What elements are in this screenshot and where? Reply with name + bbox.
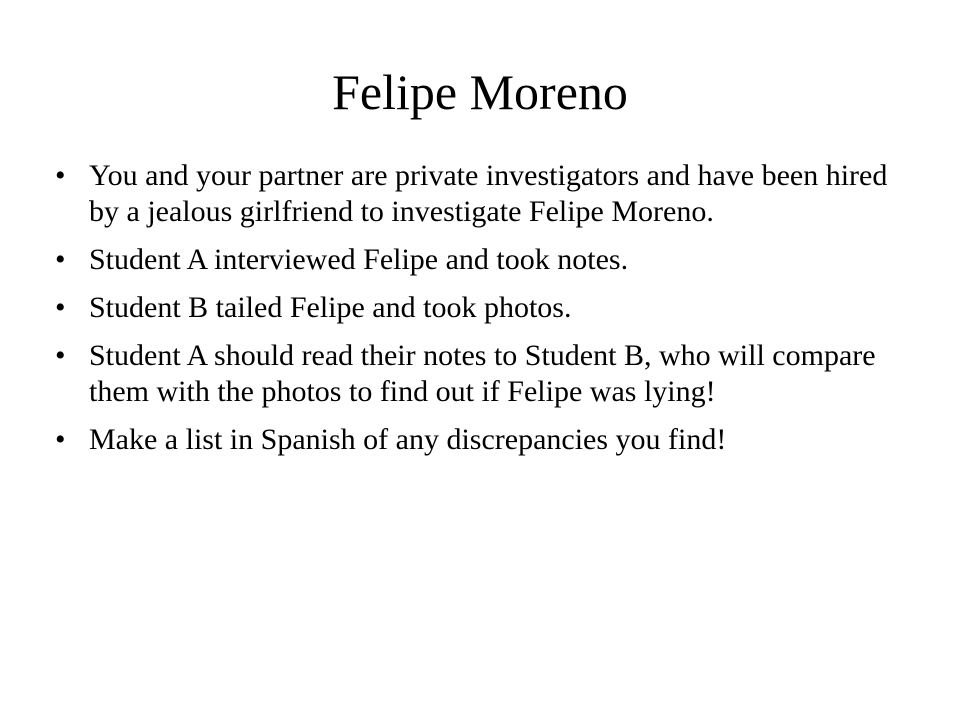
bullet-text: Student A should read their notes to Student B, who will compare them with the photos to find out if Felipe was lying! <box>89 339 876 408</box>
bullet-icon: • <box>55 243 66 276</box>
bullet-list <box>55 158 915 470</box>
bullet-text: Student A interviewed Felipe and took notes. <box>89 243 629 276</box>
bullet-text: Make a list in Spanish of any discrepancies you find! <box>89 423 727 456</box>
bullet-item <box>55 338 915 410</box>
bullet-icon: • <box>55 339 66 372</box>
bullet-item <box>55 242 915 278</box>
bullet-icon: • <box>55 423 66 456</box>
bullet-icon: • <box>55 159 66 192</box>
bullet-item <box>55 290 915 326</box>
bullet-text: You and your partner are private investigators and have been hired by a jealous girlfriend to investigate Felipe Moreno. <box>89 159 888 228</box>
bullet-item <box>55 422 915 458</box>
bullet-item <box>55 158 915 230</box>
bullet-text: Student B tailed Felipe and took photos. <box>89 291 572 324</box>
slide-title: Felipe Moreno <box>332 64 628 120</box>
bullet-icon: • <box>55 291 66 324</box>
